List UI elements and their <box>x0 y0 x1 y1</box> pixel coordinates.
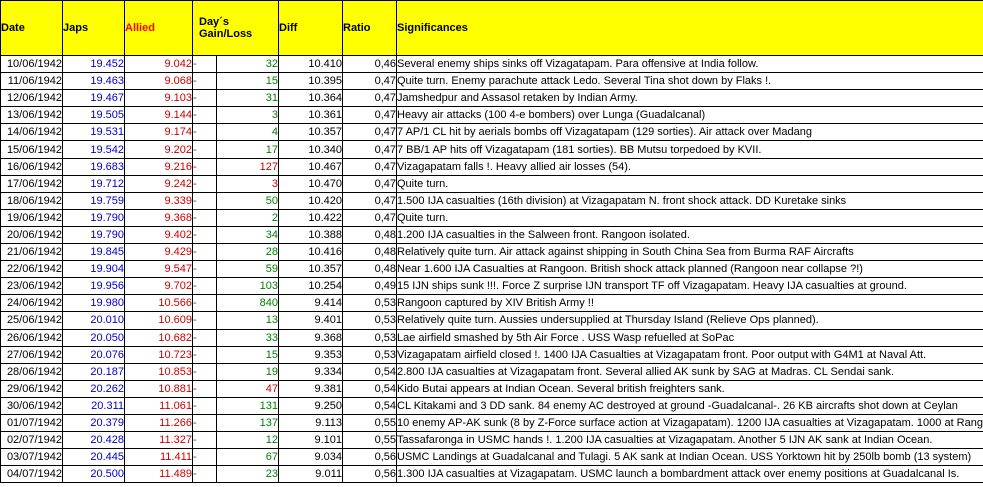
cell-allied[interactable]: 11.327 <box>125 432 193 449</box>
cell-significances[interactable]: 2.800 IJA casualties at Vizagapatam front. Several allied AK sunk by SAG at Madras. CL Sendai sank. <box>397 363 983 380</box>
cell-gain-value[interactable]: 15 <box>217 73 279 90</box>
cell-allied[interactable]: 10.881 <box>125 380 193 397</box>
cell-japs[interactable]: 20.379 <box>63 414 125 431</box>
cell-allied[interactable]: 10.609 <box>125 312 193 329</box>
cell-diff[interactable]: 10.410 <box>279 56 343 73</box>
cell-gain-value[interactable]: 23 <box>217 466 279 483</box>
cell-japs[interactable]: 19.790 <box>63 226 125 243</box>
cell-diff[interactable]: 9.414 <box>279 295 343 312</box>
cell-allied[interactable]: 9.368 <box>125 209 193 226</box>
cell-allied[interactable]: 9.429 <box>125 244 193 261</box>
cell-diff[interactable]: 9.034 <box>279 449 343 466</box>
cell-date[interactable]: 26/06/1942 <box>1 329 63 346</box>
cell-japs[interactable]: 20.010 <box>63 312 125 329</box>
cell-gain-sign[interactable]: - <box>193 141 217 158</box>
cell-significances[interactable]: USMC Landings at Guadalcanal and Tulagi. 5 AK sank at Indian Ocean. USS Yorktown hit by 250lb bomb (13 system) <box>397 449 983 466</box>
cell-diff[interactable]: 10.416 <box>279 244 343 261</box>
cell-significances[interactable]: CL Kitakami and 3 DD sank. 84 enemy AC destroyed at ground -Guadalcanal-. 26 KB aircrafts shot down at Ceylan <box>397 397 983 414</box>
cell-diff[interactable]: 10.340 <box>279 141 343 158</box>
cell-japs[interactable]: 20.428 <box>63 432 125 449</box>
cell-gain-sign[interactable]: - <box>193 73 217 90</box>
cell-gain-value[interactable]: 15 <box>217 346 279 363</box>
table-row[interactable] <box>1 278 983 295</box>
cell-gain-sign[interactable]: - <box>193 226 217 243</box>
cell-significances[interactable]: Tassafaronga in USMC hands !. 1.200 IJA casualties at Vizagapatam. Another 5 IJN AK sank at Indian Ocean. <box>397 432 983 449</box>
cell-gain-sign[interactable]: - <box>193 209 217 226</box>
days-gain-line2: Gain/Loss <box>199 28 253 40</box>
cell-gain-value[interactable]: 2 <box>217 209 279 226</box>
cell-japs[interactable]: 20.500 <box>63 466 125 483</box>
cell-japs[interactable]: 20.076 <box>63 346 125 363</box>
cell-ratio[interactable]: 0,47 <box>343 192 397 209</box>
column-header-japs[interactable]: Japs <box>63 1 125 56</box>
cell-date[interactable]: 23/06/1942 <box>1 278 63 295</box>
cell-significances[interactable]: Relatively quite turn. Aussies undersupplied at Thursday Island (Relieve Ops planned). <box>397 312 983 329</box>
cell-diff[interactable]: 10.422 <box>279 209 343 226</box>
cell-diff[interactable]: 10.388 <box>279 226 343 243</box>
column-header-date[interactable]: Date <box>1 1 63 56</box>
cell-gain-sign[interactable]: - <box>193 278 217 295</box>
cell-ratio[interactable]: 0,53 <box>343 346 397 363</box>
cell-ratio[interactable]: 0,47 <box>343 124 397 141</box>
table-header <box>1 1 983 56</box>
table-row[interactable] <box>1 329 983 346</box>
cell-japs[interactable]: 19.712 <box>63 175 125 192</box>
cell-significances[interactable]: Quite turn. <box>397 209 983 226</box>
cell-gain-sign[interactable]: - <box>193 449 217 466</box>
table-row[interactable] <box>1 295 983 312</box>
cell-japs[interactable]: 19.531 <box>63 124 125 141</box>
cell-gain-sign[interactable]: - <box>193 346 217 363</box>
cell-ratio[interactable]: 0,49 <box>343 278 397 295</box>
cell-gain-value[interactable]: 131 <box>217 397 279 414</box>
cell-gain-value[interactable]: 32 <box>217 56 279 73</box>
cell-date[interactable]: 25/06/1942 <box>1 312 63 329</box>
cell-allied[interactable]: 9.068 <box>125 73 193 90</box>
cell-date[interactable]: 27/06/1942 <box>1 346 63 363</box>
cell-japs[interactable]: 19.542 <box>63 141 125 158</box>
cell-gain-value[interactable]: 13 <box>217 312 279 329</box>
cell-date[interactable]: 30/06/1942 <box>1 397 63 414</box>
cell-allied[interactable]: 11.061 <box>125 397 193 414</box>
cell-japs[interactable]: 20.445 <box>63 449 125 466</box>
cell-date[interactable]: 24/06/1942 <box>1 295 63 312</box>
cell-allied[interactable]: 9.202 <box>125 141 193 158</box>
cell-significances[interactable]: Vizagapatam airfield closed !. 1400 IJA Casualties at Vizagapatam front. Poor output with G4M1 at Naval Att. <box>397 346 983 363</box>
cell-allied[interactable]: 10.723 <box>125 346 193 363</box>
cell-diff[interactable]: 10.467 <box>279 158 343 175</box>
cell-ratio[interactable]: 0,55 <box>343 432 397 449</box>
days-gain-line1: Day´s <box>199 16 229 28</box>
cell-allied[interactable]: 9.547 <box>125 261 193 278</box>
cell-allied[interactable]: 11.411 <box>125 449 193 466</box>
cell-date[interactable]: 22/06/1942 <box>1 261 63 278</box>
cell-ratio[interactable]: 0,53 <box>343 329 397 346</box>
cell-gain-sign[interactable]: - <box>193 414 217 431</box>
cell-japs[interactable]: 19.790 <box>63 209 125 226</box>
cell-gain-sign[interactable]: - <box>193 124 217 141</box>
cell-gain-value[interactable]: 33 <box>217 329 279 346</box>
cell-gain-sign[interactable]: - <box>193 295 217 312</box>
cell-diff[interactable]: 10.395 <box>279 73 343 90</box>
cell-japs[interactable]: 19.452 <box>63 56 125 73</box>
cell-japs[interactable]: 19.759 <box>63 192 125 209</box>
cell-diff[interactable]: 10.357 <box>279 124 343 141</box>
cell-allied[interactable]: 9.216 <box>125 158 193 175</box>
table-row[interactable] <box>1 226 983 243</box>
cell-gain-value[interactable]: 34 <box>217 226 279 243</box>
cell-date[interactable]: 16/06/1942 <box>1 158 63 175</box>
table-row[interactable] <box>1 158 983 175</box>
cell-gain-value[interactable]: 19 <box>217 363 279 380</box>
cell-date[interactable]: 04/07/1942 <box>1 466 63 483</box>
cell-gain-value[interactable]: 47 <box>217 380 279 397</box>
cell-japs[interactable]: 19.683 <box>63 158 125 175</box>
cell-diff[interactable]: 9.101 <box>279 432 343 449</box>
cell-date[interactable]: 15/06/1942 <box>1 141 63 158</box>
cell-significances[interactable]: 1.500 IJA casualties (16th division) at Vizagapatam N. front shock attack. DD Kuretake sinks <box>397 192 983 209</box>
table-row[interactable] <box>1 261 983 278</box>
table-row[interactable] <box>1 73 983 90</box>
cell-allied[interactable]: 10.682 <box>125 329 193 346</box>
column-header-days-gain-loss[interactable] <box>193 1 279 56</box>
cell-date[interactable]: 03/07/1942 <box>1 449 63 466</box>
cell-gain-value[interactable]: 3 <box>217 107 279 124</box>
cell-gain-value[interactable]: 31 <box>217 90 279 107</box>
cell-gain-sign[interactable]: - <box>193 90 217 107</box>
cell-diff[interactable]: 9.250 <box>279 397 343 414</box>
cell-gain-sign[interactable]: - <box>193 175 217 192</box>
table-row[interactable] <box>1 346 983 363</box>
cell-significances[interactable]: Quite turn. <box>397 175 983 192</box>
table-row[interactable] <box>1 56 983 73</box>
cell-allied[interactable]: 10.853 <box>125 363 193 380</box>
cell-ratio[interactable]: 0,47 <box>343 73 397 90</box>
cell-allied[interactable]: 9.242 <box>125 175 193 192</box>
cell-allied[interactable]: 9.402 <box>125 226 193 243</box>
cell-japs[interactable]: 19.505 <box>63 107 125 124</box>
cell-allied[interactable]: 9.042 <box>125 56 193 73</box>
cell-diff[interactable]: 9.401 <box>279 312 343 329</box>
cell-significances[interactable]: 15 IJN ships sunk !!!. Force Z surprise IJN transport TF off Vizagapatam. Heavy IJA casualties at ground. <box>397 278 983 295</box>
cell-allied[interactable]: 10.566 <box>125 295 193 312</box>
cell-japs[interactable]: 20.262 <box>63 380 125 397</box>
cell-gain-sign[interactable]: - <box>193 107 217 124</box>
cell-ratio[interactable]: 0,47 <box>343 107 397 124</box>
cell-significances[interactable]: Several enemy ships sinks off Vizagatapam. Para offensive at India follow. <box>397 56 983 73</box>
cell-japs[interactable]: 20.311 <box>63 397 125 414</box>
cell-gain-value[interactable]: 127 <box>217 158 279 175</box>
table-row[interactable] <box>1 209 983 226</box>
table-row[interactable] <box>1 466 983 483</box>
cell-japs[interactable]: 19.956 <box>63 278 125 295</box>
cell-ratio[interactable]: 0,47 <box>343 90 397 107</box>
cell-date[interactable]: 14/06/1942 <box>1 124 63 141</box>
cell-date[interactable]: 11/06/1942 <box>1 73 63 90</box>
cell-diff[interactable]: 10.254 <box>279 278 343 295</box>
cell-gain-sign[interactable]: - <box>193 244 217 261</box>
cell-ratio[interactable]: 0,47 <box>343 175 397 192</box>
table-row[interactable] <box>1 124 983 141</box>
cell-ratio[interactable]: 0,47 <box>343 209 397 226</box>
cell-diff[interactable]: 10.364 <box>279 90 343 107</box>
column-header-ratio[interactable]: Ratio <box>343 1 397 56</box>
cell-date[interactable]: 02/07/1942 <box>1 432 63 449</box>
cell-diff[interactable]: 9.353 <box>279 346 343 363</box>
cell-diff[interactable]: 10.420 <box>279 192 343 209</box>
column-header-diff[interactable]: Diff <box>279 1 343 56</box>
column-header-allied[interactable]: Allied <box>125 1 193 56</box>
cell-significances[interactable]: 1.200 IJA casualties in the Salween front. Rangoon isolated. <box>397 226 983 243</box>
cell-gain-sign[interactable]: - <box>193 397 217 414</box>
cell-allied[interactable]: 9.144 <box>125 107 193 124</box>
cell-allied[interactable]: 9.103 <box>125 90 193 107</box>
table-row[interactable] <box>1 363 983 380</box>
cell-gain-sign[interactable]: - <box>193 158 217 175</box>
cell-gain-sign[interactable]: - <box>193 312 217 329</box>
table-row[interactable] <box>1 432 983 449</box>
cell-allied[interactable]: 9.702 <box>125 278 193 295</box>
cell-ratio[interactable]: 0,55 <box>343 414 397 431</box>
cell-ratio[interactable]: 0,56 <box>343 449 397 466</box>
cell-gain-sign[interactable]: - <box>193 466 217 483</box>
cell-gain-value[interactable]: 103 <box>217 278 279 295</box>
cell-ratio[interactable]: 0,47 <box>343 141 397 158</box>
cell-gain-value[interactable]: 137 <box>217 414 279 431</box>
cell-allied[interactable]: 9.174 <box>125 124 193 141</box>
cell-japs[interactable]: 19.904 <box>63 261 125 278</box>
cell-significances[interactable]: 7 BB/1 AP hits off Vizagatapam (181 sorties). BB Mutsu torpedoed by KVII. <box>397 141 983 158</box>
cell-diff[interactable]: 9.011 <box>279 466 343 483</box>
table-row[interactable] <box>1 141 983 158</box>
cell-significances[interactable]: Quite turn. Enemy parachute attack Ledo. Several Tina shot down by Flaks !. <box>397 73 983 90</box>
cell-gain-value[interactable]: 59 <box>217 261 279 278</box>
cell-japs[interactable]: 19.463 <box>63 73 125 90</box>
table-row[interactable] <box>1 380 983 397</box>
cell-date[interactable]: 12/06/1942 <box>1 90 63 107</box>
cell-japs[interactable]: 19.467 <box>63 90 125 107</box>
cell-gain-sign[interactable]: - <box>193 56 217 73</box>
cell-gain-value[interactable]: 28 <box>217 244 279 261</box>
cell-ratio[interactable]: 0,48 <box>343 226 397 243</box>
cell-significances[interactable]: Rangoon captured by XIV British Army !! <box>397 295 983 312</box>
cell-significances[interactable]: 7 AP/1 CL hit by aerials bombs off Vizagatapam (129 sorties). Air attack over Madang <box>397 124 983 141</box>
cell-gain-sign[interactable]: - <box>193 432 217 449</box>
cell-date[interactable]: 20/06/1942 <box>1 226 63 243</box>
cell-date[interactable]: 21/06/1942 <box>1 244 63 261</box>
cell-ratio[interactable]: 0,47 <box>343 158 397 175</box>
header-row <box>1 1 983 56</box>
cell-ratio[interactable]: 0,53 <box>343 295 397 312</box>
cell-ratio[interactable]: 0,54 <box>343 380 397 397</box>
table-row[interactable] <box>1 107 983 124</box>
table-body <box>1 56 983 483</box>
cell-ratio[interactable]: 0,54 <box>343 363 397 380</box>
cell-diff[interactable]: 9.368 <box>279 329 343 346</box>
cell-diff[interactable]: 10.361 <box>279 107 343 124</box>
cell-allied[interactable]: 11.489 <box>125 466 193 483</box>
cell-date[interactable]: 19/06/1942 <box>1 209 63 226</box>
table-row[interactable] <box>1 397 983 414</box>
cell-date[interactable]: 28/06/1942 <box>1 363 63 380</box>
cell-date[interactable]: 01/07/1942 <box>1 414 63 431</box>
table-row[interactable] <box>1 192 983 209</box>
cell-gain-value[interactable]: 50 <box>217 192 279 209</box>
cell-gain-sign[interactable]: - <box>193 380 217 397</box>
table-row[interactable] <box>1 175 983 192</box>
cell-gain-sign[interactable]: - <box>193 192 217 209</box>
cell-date[interactable]: 17/06/1942 <box>1 175 63 192</box>
cell-ratio[interactable]: 0,46 <box>343 56 397 73</box>
cell-gain-sign[interactable]: - <box>193 363 217 380</box>
cell-date[interactable]: 13/06/1942 <box>1 107 63 124</box>
cell-ratio[interactable]: 0,48 <box>343 261 397 278</box>
cell-diff[interactable]: 10.470 <box>279 175 343 192</box>
cell-ratio[interactable]: 0,48 <box>343 244 397 261</box>
cell-diff[interactable]: 9.334 <box>279 363 343 380</box>
cell-date[interactable]: 18/06/1942 <box>1 192 63 209</box>
cell-japs[interactable]: 19.845 <box>63 244 125 261</box>
table-row[interactable] <box>1 312 983 329</box>
cell-significances[interactable]: Jamshedpur and Assasol retaken by Indian Army. <box>397 90 983 107</box>
cell-ratio[interactable]: 0,56 <box>343 466 397 483</box>
cell-gain-value[interactable]: 3 <box>217 175 279 192</box>
cell-diff[interactable]: 9.113 <box>279 414 343 431</box>
table-row[interactable] <box>1 244 983 261</box>
cell-gain-value[interactable]: 4 <box>217 124 279 141</box>
cell-significances[interactable]: Lae airfield smashed by 5th Air Force . USS Wasp refuelled at SoPac <box>397 329 983 346</box>
cell-significances[interactable]: Kido Butai appears at Indian Ocean. Several british freighters sank. <box>397 380 983 397</box>
cell-significances[interactable]: 1.300 IJA casualties at Vizagapatam. USMC launch a bombardment attack over enemy positions at Guadalcanal Is. <box>397 466 983 483</box>
table-row[interactable] <box>1 90 983 107</box>
cell-japs[interactable]: 19.980 <box>63 295 125 312</box>
cell-japs[interactable]: 20.050 <box>63 329 125 346</box>
cell-significances[interactable]: Relatively quite turn. Air attack against shipping in South China Sea from Burma RAF Aircrafts <box>397 244 983 261</box>
column-header-significances[interactable]: Significances <box>397 1 983 56</box>
cell-allied[interactable]: 11.266 <box>125 414 193 431</box>
table-row[interactable] <box>1 414 983 431</box>
cell-japs[interactable]: 20.187 <box>63 363 125 380</box>
cell-diff[interactable]: 9.381 <box>279 380 343 397</box>
cell-gain-sign[interactable]: - <box>193 261 217 278</box>
cell-date[interactable]: 29/06/1942 <box>1 380 63 397</box>
cell-gain-value[interactable]: 67 <box>217 449 279 466</box>
table-row[interactable] <box>1 449 983 466</box>
cell-ratio[interactable]: 0,53 <box>343 312 397 329</box>
cell-significances[interactable]: Heavy air attacks (100 4-e bombers) over Lunga (Guadalcanal) <box>397 107 983 124</box>
cell-ratio[interactable]: 0,54 <box>343 397 397 414</box>
cell-gain-value[interactable]: 840 <box>217 295 279 312</box>
cell-significances[interactable]: 10 enemy AP-AK sunk (8 by Z-Force surface action at Vizagapatam). 1200 IJA casualties at Vizagapatam. 1000 at Rang <box>397 414 983 431</box>
cell-gain-value[interactable]: 12 <box>217 432 279 449</box>
cell-allied[interactable]: 9.339 <box>125 192 193 209</box>
cell-gain-value[interactable]: 17 <box>217 141 279 158</box>
cell-diff[interactable]: 10.357 <box>279 261 343 278</box>
cell-significances[interactable]: Vizagapatam falls !. Heavy allied air losses (54). <box>397 158 983 175</box>
cell-gain-sign[interactable]: - <box>193 329 217 346</box>
cell-date[interactable]: 10/06/1942 <box>1 56 63 73</box>
cell-significances[interactable]: Near 1.600 IJA Casualties at Rangoon. British shock attack planned (Rangoon near collapse ?!) <box>397 261 983 278</box>
